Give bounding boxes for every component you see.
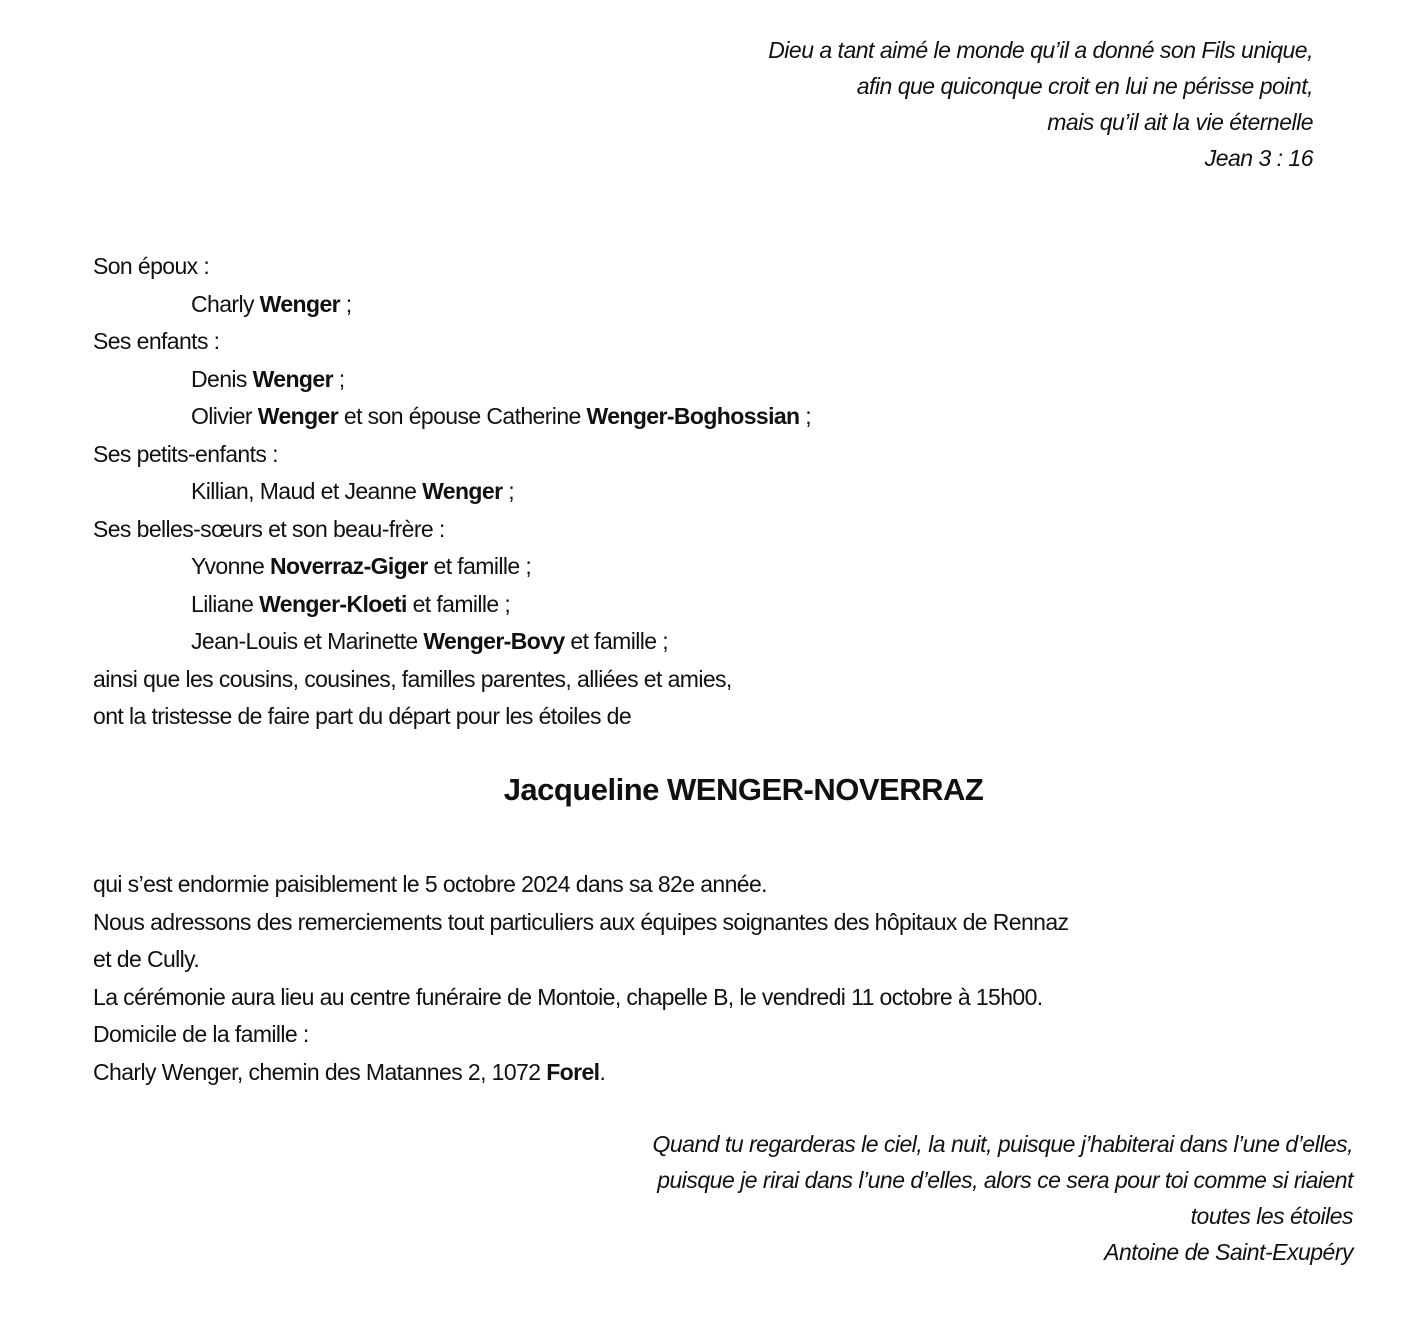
quote-author: Antoine de Saint-Exupéry (1104, 1239, 1353, 1265)
verse-reference: Jean 3 : 16 (1204, 145, 1313, 171)
suffix: ; (799, 403, 812, 429)
address-town: Forel (546, 1058, 600, 1085)
surname: Noverraz-Giger (269, 553, 428, 579)
quote-line: toutes les étoiles (1190, 1203, 1353, 1229)
given-name: Jean-Louis et Marinette (191, 628, 424, 654)
child-entry (93, 361, 811, 399)
given-name: Olivier (191, 403, 258, 429)
thanks-line: Nous adressons des remerciements tout particuliers aux équipes soignantes des hôpitaux de Rennaz (93, 908, 1069, 935)
deceased-name: Jacqueline WENGER-NOVERRAZ (503, 772, 984, 807)
verse-line: Dieu a tant aimé le monde qu’il a donné son Fils unique, (768, 37, 1313, 63)
verse-line: mais qu’il ait la vie éternelle (1047, 109, 1313, 135)
family-list (93, 248, 811, 736)
inlaw-entry (93, 623, 811, 661)
inlaw-entry (93, 548, 811, 586)
quote-line: Quand tu regarderas le ciel, la nuit, puisque j’habiterai dans l’une d’elles, (652, 1131, 1353, 1157)
given-name: Liliane (191, 590, 260, 617)
suffix: ; (502, 478, 515, 504)
given-name: Charly (191, 290, 260, 317)
ceremony-line: La cérémonie aura lieu au centre funéraire de Montoie, chapelle B, le vendredi 11 octobre à 15h00. (93, 983, 1043, 1010)
surname: Wenger (252, 365, 333, 392)
verse-line: afin que quiconque croit en lui ne périsse point, (856, 73, 1313, 99)
spouse-entry (93, 286, 811, 324)
suffix: et famille ; (564, 628, 668, 654)
suffix: et famille ; (406, 590, 511, 617)
given-name: Denis (191, 365, 253, 392)
quote-line: puisque je rirai dans l’une d’elles, alors ce sera pour toi comme si riaient (657, 1167, 1353, 1193)
child-entry (93, 398, 811, 436)
spouse-text: et son épouse Catherine (338, 403, 587, 429)
surname: Wenger (259, 290, 340, 317)
surname: Wenger-Bovy (423, 628, 565, 654)
surname: Wenger-Kloeti (259, 590, 407, 617)
inlaw-entry (93, 586, 811, 624)
inlaws-label: Ses belles-sœurs et son beau-frère : (93, 515, 445, 542)
family-address (93, 1054, 1068, 1092)
given-name: Yvonne (191, 553, 270, 579)
domicile-label: Domicile de la famille : (93, 1021, 309, 1047)
suffix: . (599, 1058, 606, 1085)
given-name: Killian, Maud et Jeanne (191, 478, 423, 504)
closing-quote (652, 1126, 1353, 1270)
death-date-line: qui s’est endormie paisiblement le 5 octobre 2024 dans sa 82e année. (93, 871, 767, 897)
suffix: et famille ; (427, 553, 532, 579)
closing-line: ont la tristesse de faire part du départ pour les étoiles de (93, 703, 632, 729)
closing-line: ainsi que les cousins, cousines, familles parentes, alliées et amies, (93, 665, 732, 692)
spouse-label: Son époux : (93, 253, 210, 279)
suffix: ; (332, 365, 345, 392)
suffix: ; (339, 290, 352, 317)
surname: Wenger (422, 478, 503, 504)
grandchildren-label: Ses petits-enfants : (93, 440, 278, 467)
grandchildren-entry (93, 473, 811, 511)
surname: Wenger-Boghossian (586, 403, 800, 429)
surname: Wenger (257, 403, 339, 429)
children-label: Ses enfants : (93, 328, 220, 354)
address-text: Charly Wenger, chemin des Matannes 2, 1072 (93, 1058, 547, 1085)
thanks-line-cont: et de Cully. (93, 946, 200, 972)
details-block (93, 866, 1068, 1091)
bible-verse-quote (768, 32, 1313, 176)
